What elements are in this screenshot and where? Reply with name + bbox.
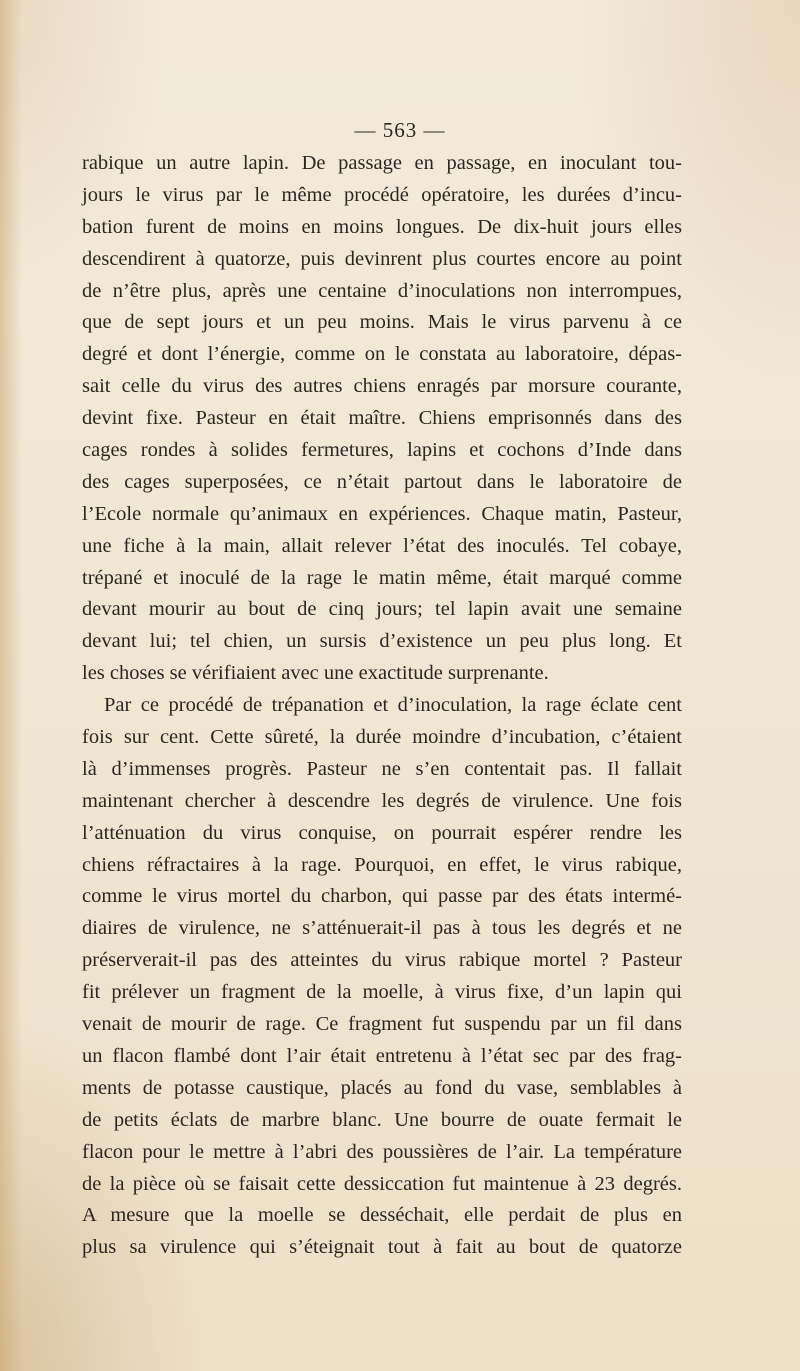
text-line: préserverait-il pas des atteintes du virus rabique mortel ? Pasteur — [82, 949, 682, 972]
text-line: plus sa virulence qui s’éteignait tout à fait au bout de quatorze — [82, 1236, 682, 1259]
text-line: sait celle du virus des autres chiens enragés par morsure courante, — [82, 375, 682, 398]
text-line: fois sur cent. Cette sûreté, la durée moindre d’incubation, c’étaient — [82, 726, 682, 749]
text-line: des cages superposées, ce n’était partout dans le laboratoire de — [82, 470, 682, 493]
text-line: là d’immenses progrès. Pasteur ne s’en contentait pas. Il fallait — [82, 757, 682, 780]
text-line: maintenant chercher à descendre les degrés de virulence. Une fois — [82, 789, 682, 812]
text-line: les choses se vérifiaient avec une exactitude surprenante. — [82, 662, 549, 685]
text-line: degré et dont l’énergie, comme on le constata au laboratoire, dépas- — [82, 343, 682, 366]
text-line: devant lui; tel chien, un sursis d’existence un peu plus long. Et — [82, 630, 682, 653]
page-number: — 563 — — [354, 118, 446, 142]
text-line: de la pièce où se faisait cette dessiccation fut maintenue à 23 degrés. — [82, 1172, 682, 1195]
text-line: descendirent à quatorze, puis devinrent plus courtes encore au point — [82, 247, 682, 270]
text-line: chiens réfractaires à la rage. Pourquoi, en effet, le virus rabique, — [82, 853, 682, 876]
text-line: l’Ecole normale qu’animaux en expériences. Chaque matin, Pasteur, — [82, 502, 682, 525]
text-line: comme le virus mortel du charbon, qui passe par des états intermé- — [82, 885, 682, 908]
page-edge-stain — [0, 0, 22, 1371]
text-line: que de sept jours et un peu moins. Mais le virus parvenu à ce — [82, 311, 682, 334]
text-line: flacon pour le mettre à l’abri des poussières de l’air. La température — [82, 1140, 682, 1163]
text-line: cages rondes à solides fermetures, lapins et cochons d’Inde dans — [82, 439, 682, 462]
text-line: fit prélever un fragment de la moelle, à virus fixe, d’un lapin qui — [82, 981, 682, 1004]
text-line: venait de mourir de rage. Ce fragment fut suspendu par un fil dans — [82, 1013, 682, 1036]
text-line: jours le virus par le même procédé opératoire, les durées d’incu- — [82, 183, 682, 206]
text-line: ments de potasse caustique, placés au fond du vase, semblables à — [82, 1076, 682, 1099]
text-line: devint fixe. Pasteur en était maître. Chiens emprisonnés dans des — [82, 407, 682, 430]
text-line: un flacon flambé dont l’air était entretenu à l’état sec par des frag- — [82, 1044, 682, 1067]
body-text — [82, 148, 682, 1264]
text-line: de petits éclats de marbre blanc. Une bourre de ouate fermait le — [82, 1108, 682, 1131]
text-line: diaires de virulence, ne s’atténuerait-il pas à tous les degrés et ne — [82, 917, 682, 940]
text-line: rabique un autre lapin. De passage en passage, en inoculant tou- — [82, 152, 682, 174]
text-line: de n’être plus, après une centaine d’inoculations non interrompues, — [82, 279, 682, 302]
text-line: trépané et inoculé de la rage le matin même, était marqué comme — [82, 566, 682, 589]
text-line: devant mourir au bout de cinq jours; tel lapin avait une semaine — [82, 598, 682, 621]
text-line: A mesure que la moelle se desséchait, elle perdait de plus en — [82, 1204, 682, 1227]
text-line: bation furent de moins en moins longues. De dix-huit jours elles — [82, 215, 682, 238]
text-line: une fiche à la main, allait relever l’état des inoculés. Tel cobaye, — [82, 534, 682, 557]
text-line: Par ce procédé de trépanation et d’inoculation, la rage éclate cent — [104, 694, 682, 717]
text-line: l’atténuation du virus conquise, on pourrait espérer rendre les — [82, 821, 682, 844]
